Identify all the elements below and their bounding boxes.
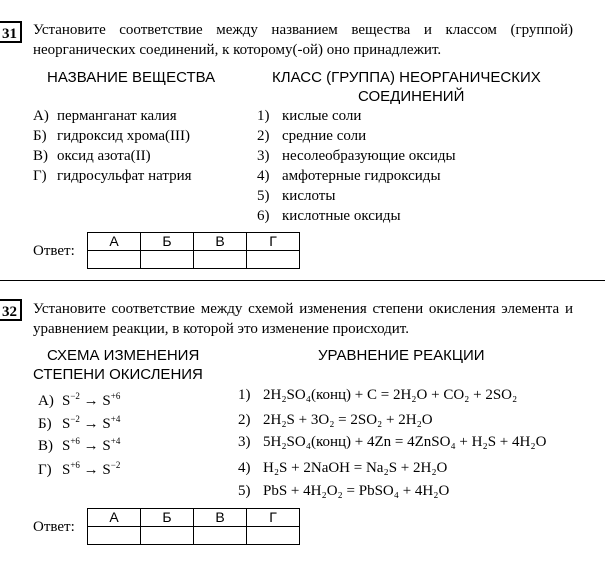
answer-column-header: Г — [247, 509, 300, 527]
q31-class-item: 4) амфотерные гидроксиды — [257, 168, 441, 184]
q31-answer-label: Ответ: — [33, 243, 75, 259]
q32-answer-label: Ответ: — [33, 519, 75, 535]
q32-scheme-item: В) $S^{+6} \to S^{+4}$ — [38, 436, 121, 454]
answer-cell[interactable] — [247, 527, 300, 545]
q31-right-header-line2: СОЕДИНЕНИЙ — [358, 88, 465, 105]
answer-cell[interactable] — [194, 527, 247, 545]
q32-equation-item: 2) 2H₂S + 3O₂ = 2SO₂ + 2H₂O — [238, 412, 433, 428]
q32-scheme-item: А) $S^{-2} \to S^{+6}$ — [38, 391, 121, 409]
section-divider — [0, 280, 605, 281]
q31-substance-item: Г) гидросульфат натрия — [33, 168, 192, 184]
q31-right-header-line1: КЛАСС (ГРУППА) НЕОРГАНИЧЕСКИХ — [272, 69, 541, 86]
answer-cell[interactable] — [88, 251, 141, 269]
q32-equation-item: 1) 2H₂SO₄(конц) + C = 2H₂O + CO₂ + 2SO₂ — [238, 387, 518, 403]
q31-class-item: 1) кислые соли — [257, 108, 362, 124]
answer-cell[interactable] — [194, 251, 247, 269]
answer-column-header: А — [88, 509, 141, 527]
question-32-text: Установите соответствие между схемой изменения степени окисления элемента и уравнением реакции, в которой это изменение происходит. — [33, 301, 573, 337]
answer-cell[interactable] — [141, 527, 194, 545]
q31-left-header: НАЗВАНИЕ ВЕЩЕСТВА — [47, 69, 216, 86]
question-number-32: 32 — [0, 299, 22, 321]
question-31-text: Установите соответствие между названием вещества и классом (группой) неорганических соединений, к которому(-ой) оно принадлежит. — [33, 22, 573, 58]
q32-equation-item: 3) 5H₂SO₄(конц) + 4Zn = 4ZnSO₄ + H₂S + 4H₂O — [238, 434, 547, 450]
answer-cell[interactable] — [141, 251, 194, 269]
q32-scheme-item: Б) $S^{-2} \to S^{+4}$ — [38, 414, 121, 432]
q31-class-item: 2) средние соли — [257, 128, 367, 144]
q32-left-header-line1: СХЕМА ИЗМЕНЕНИЯ — [47, 347, 200, 364]
answer-column-header: В — [194, 233, 247, 251]
q32-scheme-item: Г) $S^{+6} \to S^{-2}$ — [38, 460, 121, 478]
answer-column-header: Г — [247, 233, 300, 251]
q32-answer-table — [87, 508, 300, 545]
q31-answer-table — [87, 232, 300, 269]
answer-column-header: В — [194, 509, 247, 527]
answer-cell[interactable] — [88, 527, 141, 545]
question-number-31: 31 — [0, 21, 22, 43]
q31-substance-item: Б) гидроксид хрома(III) — [33, 128, 191, 144]
answer-column-header: Б — [141, 233, 194, 251]
q32-equation-item: 5) PbS + 4H₂O₂ = PbSO₄ + 4H₂O — [238, 483, 450, 499]
answer-column-header: Б — [141, 509, 194, 527]
q31-substance-item: В) оксид азота(II) — [33, 148, 151, 164]
q31-class-item: 5) кислоты — [257, 188, 336, 204]
answer-cell[interactable] — [247, 251, 300, 269]
q31-substance-item: А) перманганат калия — [33, 108, 177, 124]
q32-right-header: УРАВНЕНИЕ РЕАКЦИИ — [318, 347, 485, 364]
q32-left-header-line2: СТЕПЕНИ ОКИСЛЕНИЯ — [33, 366, 203, 383]
q31-class-item: 6) кислотные оксиды — [257, 208, 401, 224]
q31-class-item: 3) несолеобразующие оксиды — [257, 148, 456, 164]
answer-column-header: А — [88, 233, 141, 251]
q32-equation-item: 4) H₂S + 2NaOH = Na₂S + 2H₂O — [238, 460, 448, 476]
